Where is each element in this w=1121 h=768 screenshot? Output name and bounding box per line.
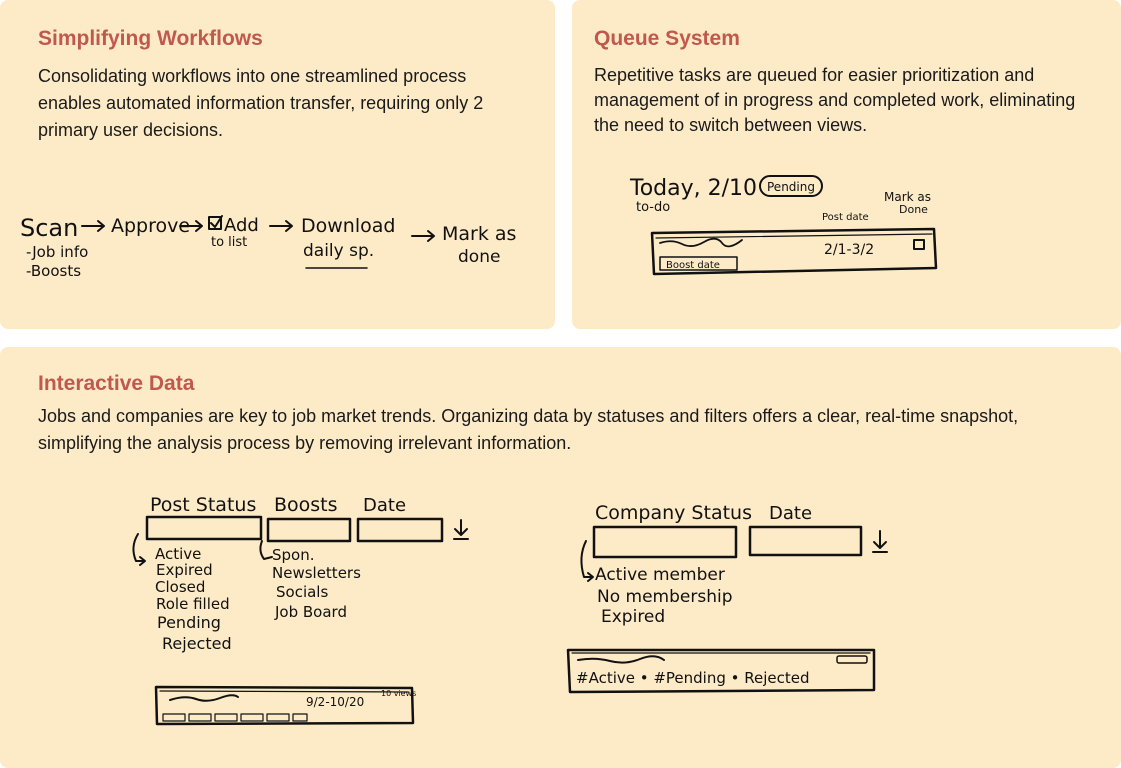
status-option: Expired (156, 561, 213, 579)
boost-option: Spon. (272, 546, 315, 564)
arrow-icon (82, 221, 104, 231)
status-option: Closed (155, 578, 206, 596)
boosts-dropdown (268, 519, 350, 541)
workflow-step-add-sub: to list (211, 235, 248, 250)
company-result-row (568, 650, 874, 692)
post-row-views: 10 views (381, 689, 417, 698)
queue-mark-done-label: Done (899, 203, 928, 216)
interactive-data-title: Interactive Data (38, 372, 195, 395)
workflow-step-mark-done: done (458, 247, 501, 267)
queue-heading: Today, 2/10 (630, 176, 758, 201)
queue-mark-done-label: Mark as (884, 190, 932, 204)
company-status-dropdown (594, 527, 736, 557)
boost-option: Newsletters (272, 564, 361, 582)
bracket-arrow-icon (260, 541, 272, 559)
download-icon (454, 520, 468, 539)
workflow-sketch (0, 0, 555, 329)
queue-subheading: to-do (636, 200, 671, 215)
queue-row-boost: Boost date (666, 260, 720, 271)
status-option: Pending (157, 613, 221, 632)
download-icon (873, 531, 887, 552)
post-result-row (156, 687, 416, 724)
date-dropdown (358, 519, 442, 541)
company-status-option: Expired (601, 607, 666, 627)
workflow-scan-item: -Job info (26, 243, 89, 261)
company-status-option: Active member (595, 565, 725, 585)
company-date-dropdown (750, 527, 861, 555)
workflow-step-scan: Scan (20, 214, 79, 242)
filter-label-date: Date (363, 495, 407, 516)
arrow-icon (412, 231, 434, 241)
boost-option: Socials (276, 583, 329, 601)
interactive-data-card (0, 347, 1121, 768)
mark-done-checkbox (914, 240, 924, 249)
post-filters-sketch (0, 347, 560, 768)
queue-sketch (572, 0, 1121, 329)
bracket-arrow-icon (581, 541, 593, 581)
status-option: Role filled (156, 595, 230, 613)
interactive-data-description: Jobs and companies are key to job market trends. Organizing data by statuses and filters offers a clear, real-time snapshot, simplifying the analysis process by removing irrelevant information. (38, 406, 1019, 453)
workflow-step-approve: Approve (111, 215, 191, 237)
workflow-step-download: Download (301, 215, 396, 237)
boost-option: Job Board (275, 603, 347, 621)
filter-label-post-status: Post Status (150, 494, 257, 516)
queue-post-date-label: Post date (822, 212, 869, 223)
workflows-card (0, 0, 555, 329)
queue-card (572, 0, 1121, 329)
company-status-option: No membership (597, 587, 733, 607)
queue-description: Repetitive tasks are queued for easier prioritization and management of in progress and completed work, eliminating the need to switch between views. (594, 65, 1076, 135)
queue-title: Queue System (594, 27, 740, 50)
queue-row-date: 2/1-3/2 (824, 242, 875, 258)
filter-label-boosts: Boosts (274, 494, 338, 516)
workflow-step-download-sub: daily sp. (303, 241, 375, 261)
pending-pill-label: Pending (767, 180, 815, 194)
workflow-step-add: Add (224, 215, 259, 236)
company-row-tags: #Active • #Pending • Rejected (576, 669, 810, 687)
checkbox-icon (209, 216, 222, 229)
status-option: Rejected (162, 634, 232, 653)
company-filters-sketch (560, 347, 960, 768)
post-status-dropdown (147, 517, 261, 539)
arrow-icon (270, 221, 292, 231)
post-row-date: 9/2-10/20 (306, 695, 365, 709)
workflow-step-mark: Mark as (442, 223, 517, 245)
filter-label-date: Date (769, 503, 813, 524)
status-option: Active (155, 545, 202, 563)
workflows-title: Simplifying Workflows (38, 27, 263, 50)
workflows-description: Consolidating workflows into one streamlined process enables automated information transfer, requiring only 2 primary user decisions. (38, 66, 484, 140)
workflow-scan-item: -Boosts (26, 262, 82, 280)
bracket-arrow-icon (133, 534, 145, 565)
filter-label-company-status: Company Status (595, 502, 752, 524)
queue-row (652, 229, 936, 274)
